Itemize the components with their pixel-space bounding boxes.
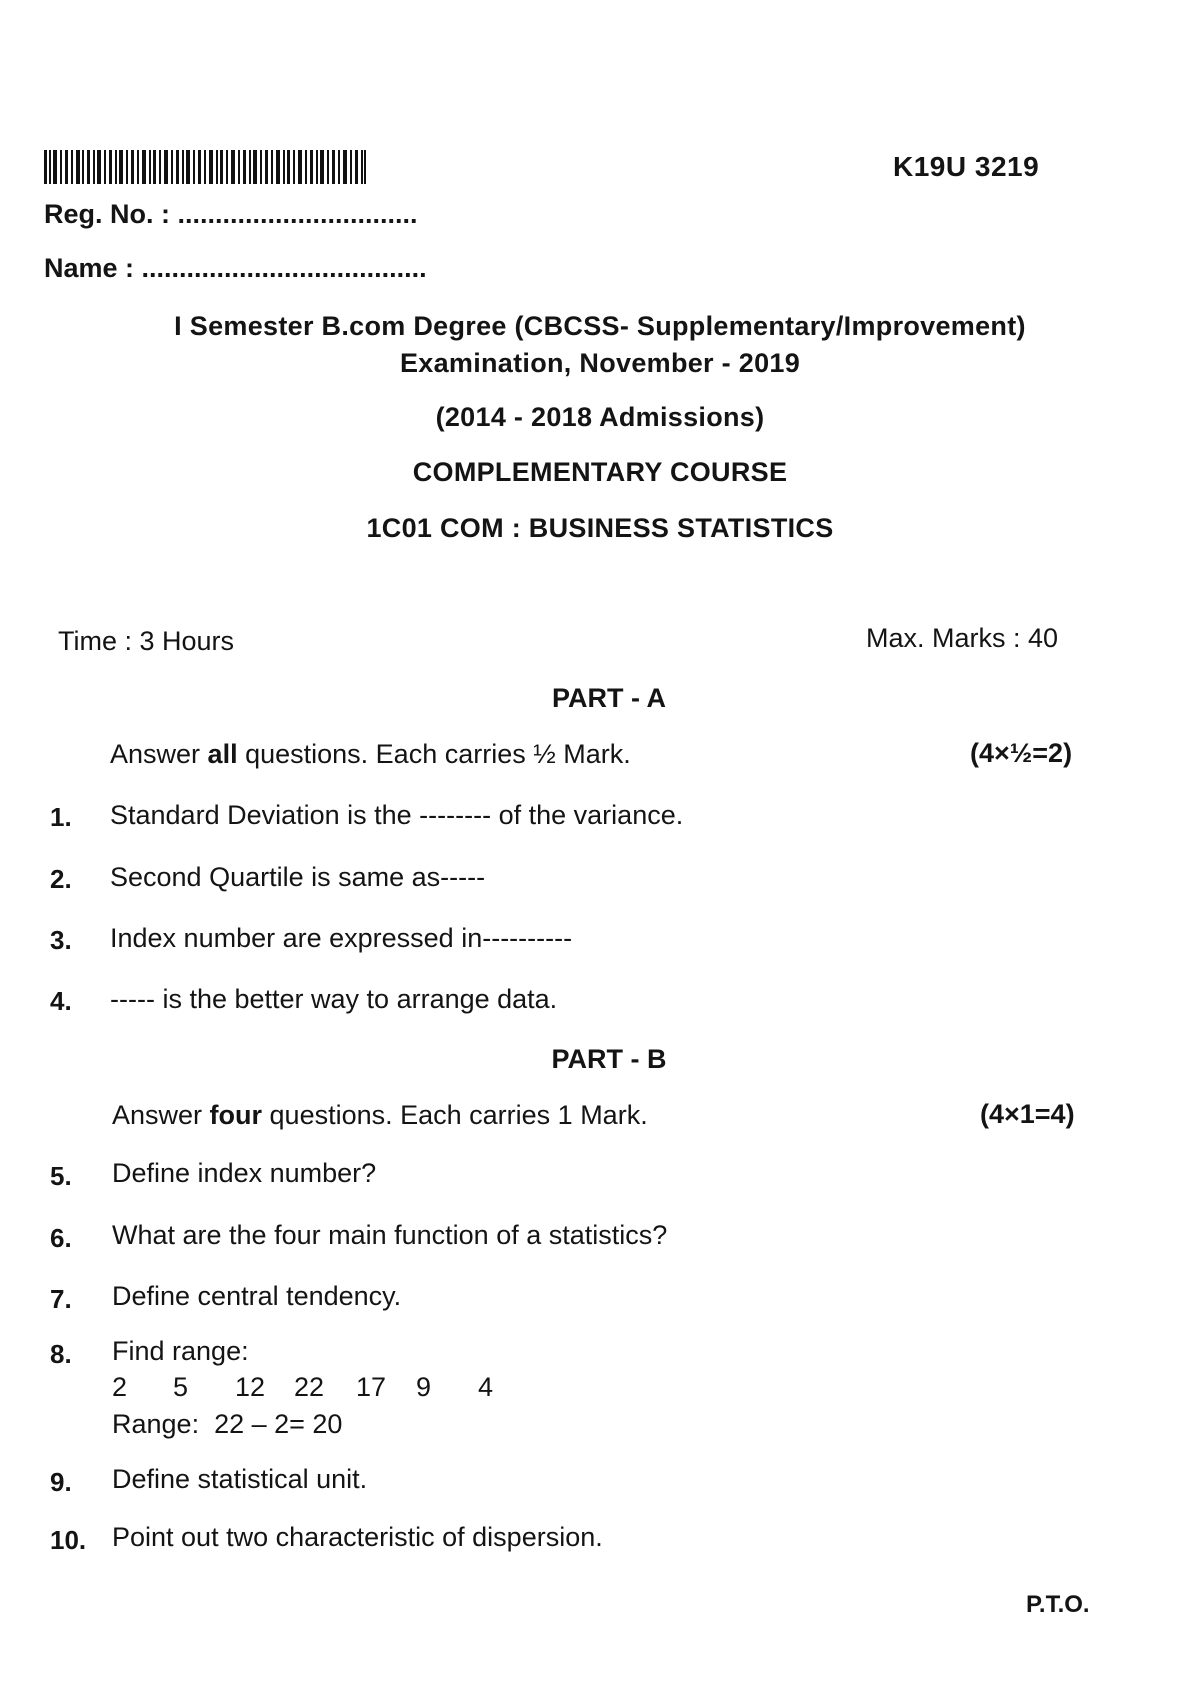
- q8-value: 5: [173, 1372, 189, 1402]
- q8-answer: Range: 22 – 2= 20: [112, 1409, 343, 1439]
- question-text: Define index number?: [112, 1158, 377, 1188]
- question-text: Index number are expressed in----------: [110, 923, 573, 953]
- subject-title: 1C01 COM : BUSINESS STATISTICS: [366, 513, 834, 543]
- course-type: COMPLEMENTARY COURSE: [412, 457, 788, 487]
- exam-time: Time : 3 Hours: [58, 626, 235, 656]
- reg-no-field: Reg. No. : ................................: [44, 199, 418, 229]
- question-number: 9.: [50, 1467, 72, 1497]
- question-text: Point out two characteristic of dispersion.: [112, 1522, 603, 1552]
- question-number: 5.: [50, 1161, 72, 1191]
- question-number: 10.: [50, 1525, 87, 1555]
- exam-title-line2: Examination, November - 2019: [399, 348, 801, 378]
- question-text: Second Quartile is same as-----: [110, 862, 486, 892]
- question-text: What are the four main function of a statistics?: [112, 1220, 668, 1250]
- q8-value: 4: [478, 1372, 494, 1402]
- part-a-marks: (4×½=2): [970, 738, 1073, 768]
- q8-value: 22: [294, 1372, 325, 1402]
- part-a-instruction: Answer all questions. Each carries ½ Mark.: [110, 739, 631, 769]
- question-number: 8.: [50, 1339, 72, 1369]
- question-number: 3.: [50, 925, 72, 955]
- question-text: Define statistical unit.: [112, 1464, 368, 1494]
- admissions-line: (2014 - 2018 Admissions): [435, 402, 765, 432]
- question-number: 4.: [50, 986, 72, 1016]
- question-number: 2.: [50, 864, 72, 894]
- name-field: Name : ......................................: [44, 253, 427, 283]
- part-b-instruction: Answer four questions. Each carries 1 Mark.: [112, 1100, 648, 1130]
- part-a-heading: PART - A: [552, 683, 666, 713]
- max-marks: Max. Marks : 40: [866, 623, 1059, 653]
- paper-code: K19U 3219: [893, 151, 1040, 182]
- part-b-marks: (4×1=4): [980, 1099, 1075, 1129]
- question-text: Define central tendency.: [112, 1281, 402, 1311]
- part-b-heading: PART - B: [551, 1044, 667, 1074]
- q8-value: 17: [356, 1372, 387, 1402]
- question-number: 1.: [50, 802, 72, 832]
- pto-note: P.T.O.: [1026, 1591, 1090, 1618]
- question-number: 7.: [50, 1284, 72, 1314]
- question-text: Standard Deviation is the -------- of the variance.: [110, 800, 684, 830]
- q8-value: 9: [416, 1372, 432, 1402]
- question-number: 6.: [50, 1223, 72, 1253]
- q8-value: 12: [235, 1372, 266, 1402]
- question-text: Find range:: [112, 1336, 249, 1366]
- question-text: ----- is the better way to arrange data.: [110, 984, 558, 1014]
- q8-value: 2: [112, 1372, 128, 1402]
- barcode-icon: [44, 150, 366, 184]
- exam-title-line1: I Semester B.com Degree (CBCSS- Supplementary/Improvement): [174, 311, 1026, 341]
